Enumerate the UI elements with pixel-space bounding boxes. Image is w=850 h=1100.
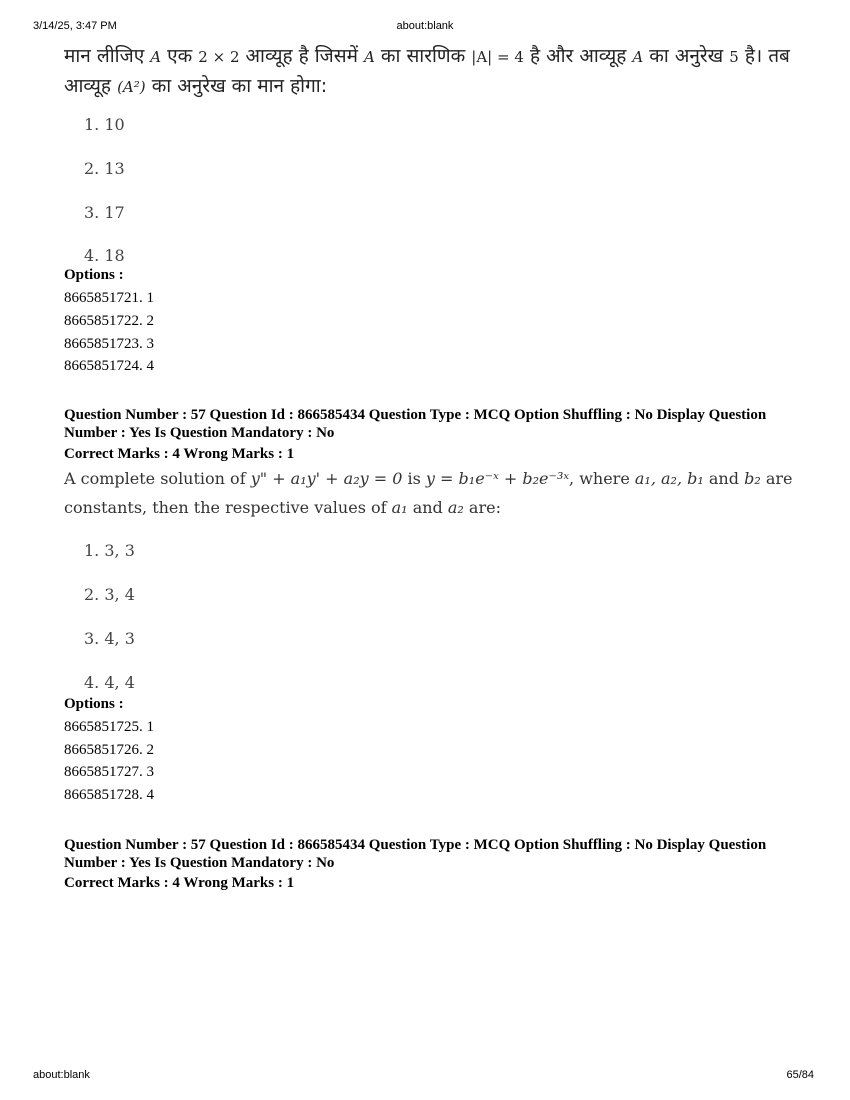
q57-text-where: , where [569, 469, 630, 488]
q56-var-A-squared: (A²) [117, 78, 146, 96]
q57-meta-line1: Question Number : 57 Question Id : 866585434 Question Type : MCQ Option Shuffling : No Display Question [64, 407, 767, 423]
q56-trace-value: 5 [729, 48, 739, 66]
q56-option-1: 8665851721. 1 [64, 290, 154, 306]
q56-var-A-3: A [632, 48, 644, 66]
q57-choice-4: 4. 4, 4 [84, 673, 135, 692]
q57-text-are2: are: [468, 498, 501, 517]
q56-choice-2: 2. 13 [84, 159, 125, 178]
q57-options-label: Options : [64, 696, 124, 712]
q56-options-label: Options : [64, 267, 124, 283]
q56-var-A-2: A [364, 48, 375, 66]
q56-determinant: |A| = 4 [471, 48, 524, 66]
q57-equation-ode: y" + a₁y' + a₂y = 0 [250, 469, 403, 488]
q56-text-part4: का सारणिक [380, 45, 466, 67]
print-header-url: about:blank [396, 20, 454, 32]
q58-meta [64, 836, 804, 872]
print-datetime: 3/14/25, 3:47 PM [33, 20, 117, 32]
q57-option-2: 8665851726. 2 [64, 742, 154, 758]
q57-choice-2: 2. 3, 4 [84, 585, 135, 604]
q56-option-2: 8665851722. 2 [64, 313, 154, 329]
q56-matrix-size: 2 × 2 [198, 48, 240, 66]
q58-meta-line1: Question Number : 57 Question Id : 866585434 Question Type : MCQ Option Shuffling : No Display Question [64, 837, 767, 853]
q57-meta-line2: Number : Yes Is Question Mandatory : No [64, 425, 335, 441]
q57-text-a: A complete solution of [64, 469, 246, 488]
q57-option-3: 8665851727. 3 [64, 764, 154, 780]
q57-equation-solution: y = b₁e⁻ˣ + b₂e⁻³ˣ [425, 469, 570, 488]
q56-option-3: 8665851723. 3 [64, 336, 154, 352]
q57-choice-3: 3. 4, 3 [84, 629, 135, 648]
question-56-text [64, 42, 814, 102]
print-footer-url: about:blank [33, 1069, 90, 1081]
q56-text-part3: आव्यूह है जिसमें [245, 45, 358, 67]
q58-meta-line2: Number : Yes Is Question Mandatory : No [64, 855, 335, 871]
q57-text-is: is [407, 469, 421, 488]
q56-text-part9: का अनुरेख का मान होगा: [151, 75, 328, 97]
q57-text-line2: constants, then the respective values of [64, 498, 387, 517]
q56-text-part7: है। तब [744, 45, 790, 67]
q56-option-4: 8665851724. 4 [64, 358, 154, 374]
q57-text-are: are [765, 469, 793, 488]
q56-text-part1: मान लीजिए [64, 45, 145, 67]
page-number: 65/84 [786, 1069, 814, 1081]
q57-marks: Correct Marks : 4 Wrong Marks : 1 [64, 446, 295, 462]
q57-var-b2: b₂ [744, 469, 761, 488]
q57-vars: a₁, a₂, b₁ [634, 469, 704, 488]
q56-text-part5: है और आव्यूह [529, 45, 627, 67]
q56-text-part2: एक [167, 45, 193, 67]
q57-option-4: 8665851728. 4 [64, 787, 154, 803]
print-footer [0, 1069, 850, 1083]
q57-var-a1: a₁ [391, 498, 408, 517]
q56-var-A: A [150, 48, 162, 66]
q57-choice-1: 1. 3, 3 [84, 541, 135, 560]
q58-marks: Correct Marks : 4 Wrong Marks : 1 [64, 875, 295, 891]
q57-meta [64, 406, 804, 442]
q57-question-text [64, 464, 824, 522]
q57-text-and2: and [412, 498, 443, 517]
q56-choice-4: 4. 18 [84, 246, 125, 265]
q56-text-part6: का अनुरेख [649, 45, 724, 67]
q56-choice-3: 3. 17 [84, 203, 125, 222]
q57-var-a2: a₂ [447, 498, 464, 517]
print-header [0, 20, 850, 34]
q56-text-part8: आव्यूह [64, 75, 112, 97]
q57-text-and: and [708, 469, 739, 488]
q57-option-1: 8665851725. 1 [64, 719, 154, 735]
q56-choice-1: 1. 10 [84, 115, 125, 134]
